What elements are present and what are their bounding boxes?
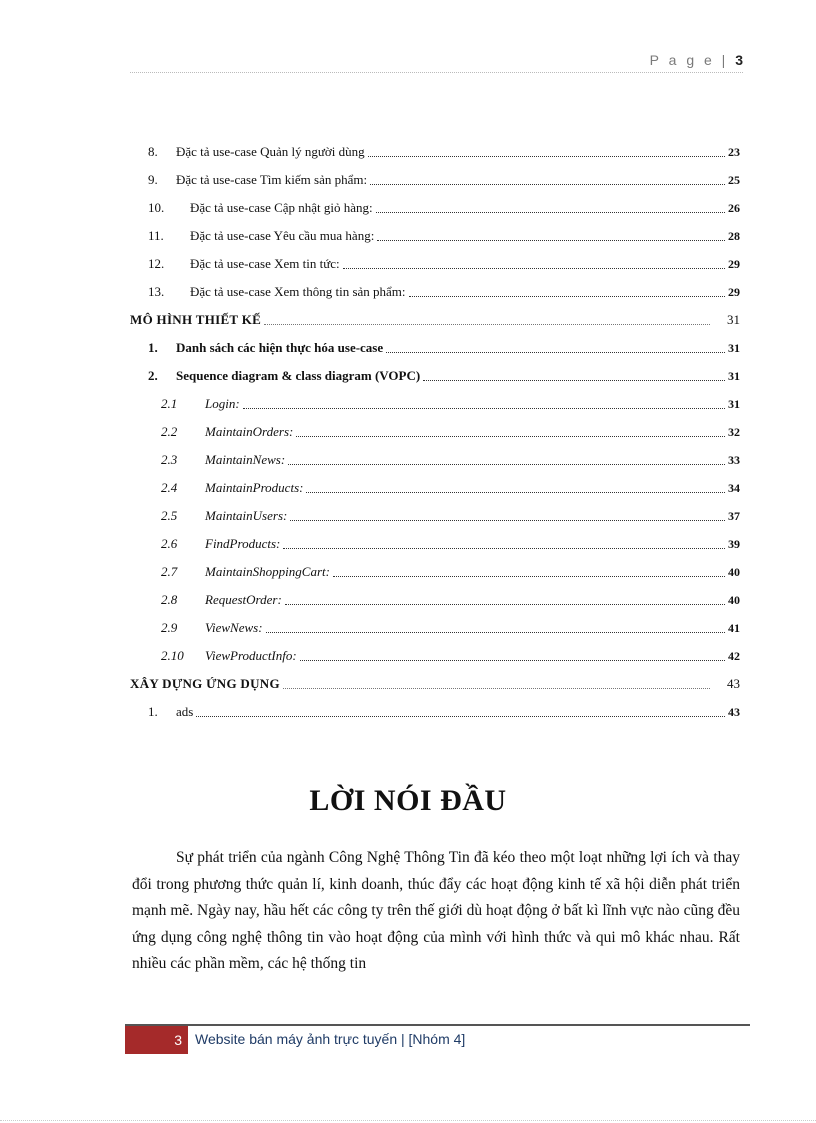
footer-title: Website bán máy ảnh trực tuyến | [Nhóm 4] <box>195 1031 466 1047</box>
footer-divider <box>125 1024 750 1026</box>
toc-leader-dots <box>285 604 725 605</box>
toc-entry-page: 31 <box>728 340 740 355</box>
toc-subentry-title: Login: <box>205 396 240 411</box>
toc-subentry-title: MaintainNews: <box>205 452 286 467</box>
toc-subentry-title: ViewProductInfo: <box>205 648 297 663</box>
toc-subentry-number: 2.3 <box>161 452 178 467</box>
toc-subentry-title: ViewNews: <box>205 620 263 635</box>
toc-leader-dots <box>300 660 725 661</box>
toc-leader-dots <box>368 156 725 157</box>
toc-entry-page: 23 <box>728 144 740 159</box>
toc-leader-dots <box>343 268 725 269</box>
toc-leader-dots <box>296 436 725 437</box>
toc-leader-dots <box>283 548 725 549</box>
toc-subentry[interactable] <box>130 614 740 642</box>
toc-entry-title: Sequence diagram & class diagram (VOPC) <box>176 368 421 383</box>
toc-section-design[interactable] <box>130 306 740 334</box>
toc-subentry-number: 2.6 <box>161 536 178 551</box>
toc-subentry-page: 39 <box>728 536 740 551</box>
toc-subentry-number: 2.4 <box>161 480 178 495</box>
toc-entry-title: ads <box>176 704 194 719</box>
toc-entry-title: Đặc tả use-case Yêu cầu mua hàng: <box>190 228 375 243</box>
toc-subentry-number: 2.2 <box>161 424 178 439</box>
toc-entry[interactable] <box>130 166 740 194</box>
toc-subentry-title: FindProducts: <box>205 536 281 551</box>
toc-leader-dots <box>333 576 725 577</box>
toc-subentry[interactable] <box>130 642 740 670</box>
toc-leader-dots <box>243 408 725 409</box>
table-of-contents <box>130 138 740 726</box>
toc-entry-number: 1. <box>148 340 158 355</box>
toc-leader-dots <box>386 352 725 353</box>
footer-page-number: 3 <box>125 1026 188 1054</box>
toc-subentry-page: 31 <box>728 396 740 411</box>
toc-leader-dots <box>370 184 725 185</box>
toc-subentry-number: 2.5 <box>161 508 178 523</box>
toc-entry-page: 26 <box>728 200 740 215</box>
toc-leader-dots <box>376 212 725 213</box>
toc-entry-page: 29 <box>728 284 740 299</box>
toc-entry-title: Danh sách các hiện thực hóa use-case <box>176 340 384 355</box>
toc-section-build[interactable] <box>130 670 740 698</box>
toc-subentry-page: 40 <box>728 592 740 607</box>
toc-entry-number: 1. <box>148 704 158 719</box>
page-bottom-divider <box>0 1120 816 1121</box>
toc-entry-title: Đặc tả use-case Tìm kiếm sản phẩm: <box>176 172 368 187</box>
toc-subentry-page: 33 <box>728 452 740 467</box>
preface-heading: LỜI NÓI ĐẦU <box>309 784 507 817</box>
toc-subentry[interactable] <box>130 446 740 474</box>
toc-leader-dots <box>423 380 725 381</box>
toc-entry-page: 31 <box>728 368 740 383</box>
toc-entry-title: Đặc tả use-case Xem tin tức: <box>190 256 340 271</box>
toc-entry[interactable] <box>130 698 740 726</box>
toc-entry-number: 2. <box>148 368 158 383</box>
toc-entry-title: Đặc tả use-case Xem thông tin sản phẩm: <box>190 284 406 299</box>
toc-subentry-page: 42 <box>728 648 740 663</box>
toc-subentry-title: RequestOrder: <box>205 592 282 607</box>
toc-section-page: 43 <box>727 676 740 691</box>
toc-subentry[interactable] <box>130 474 740 502</box>
toc-entry-number: 12. <box>148 256 165 271</box>
toc-leader-dots <box>377 240 725 241</box>
toc-entry-page: 28 <box>728 228 740 243</box>
toc-subentry-title: MaintainProducts: <box>205 480 304 495</box>
toc-leader-dots <box>283 688 710 689</box>
toc-entry[interactable] <box>130 334 740 362</box>
toc-subentry-number: 2.9 <box>161 620 178 635</box>
preface-paragraph: Sự phát triển của ngành Công Nghệ Thông Tin đã kéo theo một loạt những lợi ích và thay đổi trong phương thức quản lí, kinh doanh, thúc đẩy các hoạt động kinh tế xã hội diễn phát triển mạnh mẽ. Ngày nay, hầu hết các công ty trên thế giới dù hoạt động ở bất kì lĩnh vực nào cũng đều ứng dụng công nghệ thông tin vào hoạt động của mình với hình thức và qui mô khác nhau. Rất nhiều các phần mềm, các hệ thống tin <box>132 849 740 972</box>
toc-subentry-page: 34 <box>728 480 740 495</box>
toc-subentry-title: MaintainShoppingCart: <box>205 564 330 579</box>
toc-subentry-number: 2.10 <box>161 648 184 663</box>
toc-entry-page: 25 <box>728 172 740 187</box>
toc-section-title: XÂY DỰNG ỨNG DỤNG <box>130 676 280 691</box>
toc-entry-number: 11. <box>148 228 164 243</box>
toc-subentry-title: MaintainOrders: <box>205 424 294 439</box>
toc-subentry[interactable] <box>130 558 740 586</box>
toc-entry[interactable] <box>130 222 740 250</box>
page-number: 3 <box>735 52 743 68</box>
toc-subentry-number: 2.8 <box>161 592 178 607</box>
toc-subentry-title: MaintainUsers: <box>205 508 288 523</box>
toc-entry[interactable] <box>130 250 740 278</box>
toc-entry-title: Đặc tả use-case Quản lý người dùng <box>176 144 365 159</box>
toc-leader-dots <box>264 324 710 325</box>
toc-entry[interactable] <box>130 194 740 222</box>
toc-entry[interactable] <box>130 278 740 306</box>
page-header <box>130 52 743 72</box>
toc-leader-dots <box>290 520 725 521</box>
toc-entry-page: 43 <box>728 704 740 719</box>
header-divider <box>130 72 743 73</box>
toc-subentry[interactable] <box>130 418 740 446</box>
toc-leader-dots <box>409 296 725 297</box>
toc-leader-dots <box>266 632 725 633</box>
toc-subentry-page: 37 <box>728 508 740 523</box>
toc-section-title: MÔ HÌNH THIẾT KẾ <box>130 312 262 327</box>
toc-entry-number: 8. <box>148 144 158 159</box>
toc-subentry-page: 40 <box>728 564 740 579</box>
toc-entry[interactable] <box>130 138 740 166</box>
page-label: P a g e | <box>649 52 729 68</box>
toc-subentry-page: 41 <box>728 620 740 635</box>
toc-leader-dots <box>288 464 725 465</box>
toc-subentry[interactable] <box>130 390 740 418</box>
toc-leader-dots <box>196 716 725 717</box>
toc-entry-title: Đặc tả use-case Cập nhật giỏ hàng: <box>190 200 373 215</box>
toc-entry[interactable] <box>130 362 740 390</box>
toc-entry-page: 29 <box>728 256 740 271</box>
toc-subentry[interactable] <box>130 530 740 558</box>
toc-subentry[interactable] <box>130 502 740 530</box>
toc-subentry-page: 32 <box>728 424 740 439</box>
toc-subentry-number: 2.1 <box>161 396 178 411</box>
toc-subentry[interactable] <box>130 586 740 614</box>
toc-subentry-number: 2.7 <box>161 564 178 579</box>
toc-leader-dots <box>306 492 725 493</box>
toc-section-page: 31 <box>727 312 740 327</box>
toc-entry-number: 10. <box>148 200 165 215</box>
toc-entry-number: 13. <box>148 284 165 299</box>
toc-entry-number: 9. <box>148 172 158 187</box>
